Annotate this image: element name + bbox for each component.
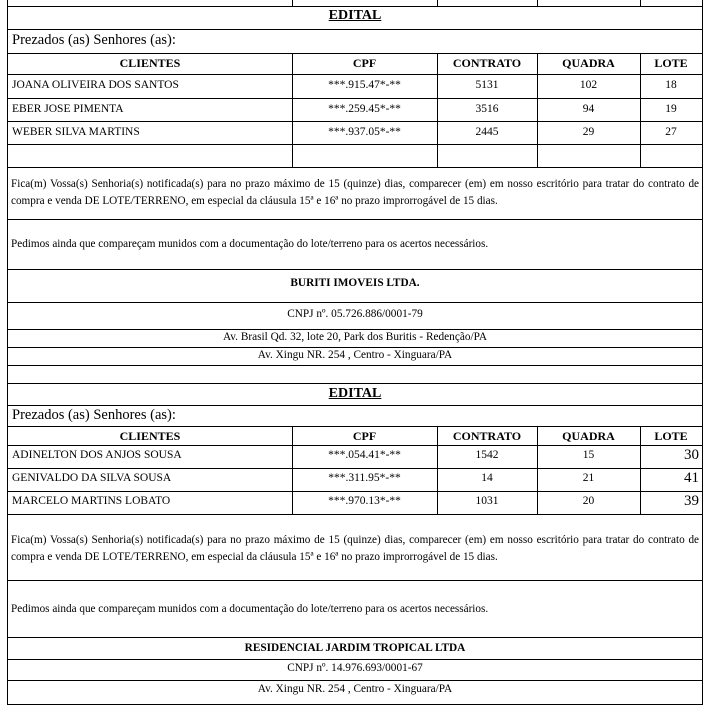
edital-title: EDITAL xyxy=(328,8,382,23)
cell-cpf: ***.259.45*-** xyxy=(328,103,401,115)
cell-cliente: ADINELTON DOS ANJOS SOUSA xyxy=(12,449,182,461)
cell-lote: 27 xyxy=(665,126,677,138)
notice-paragraph: Fica(m) Vossa(s) Senhoria(s) notificada(s) para no prazo máximo de 15 (quinze) dias, comparecer (em) em nosso escritório para tratar do contrato de compra e venda DE LOTE/TERRENO, em especial da cláusula 15ª e 16ª no prazo improrrogável de 15 dias. xyxy=(11,534,699,563)
cell-contrato: 2445 xyxy=(475,126,499,138)
cell-contrato: 5131 xyxy=(475,79,499,91)
col-header-contrato: CONTRATO xyxy=(452,56,522,70)
col-header-cpf: CPF xyxy=(352,429,377,443)
cell-quadra: 15 xyxy=(582,449,595,461)
cell-cpf: ***.915.47*-** xyxy=(328,79,401,91)
col-header-cpf: CPF xyxy=(352,56,377,70)
company-cnpj: CNPJ nº. 14.976.693/0001-67 xyxy=(287,662,423,674)
cell-cliente: JOANA OLIVEIRA DOS SANTOS xyxy=(12,79,179,91)
company-address: Av. Brasil Qd. 32, lote 20, Park dos Buritis - Redenção/PA xyxy=(222,331,488,343)
cell-contrato: 3516 xyxy=(475,103,499,115)
cell-lote: 41 xyxy=(684,470,699,486)
col-header-quadra: QUADRA xyxy=(562,429,615,443)
document-sheet xyxy=(7,0,703,705)
col-header-quadra: QUADRA xyxy=(562,56,615,70)
cell-contrato: 1542 xyxy=(475,449,499,461)
cell-cliente: MARCELO MARTINS LOBATO xyxy=(12,495,171,507)
col-header-contrato: CONTRATO xyxy=(452,429,522,443)
cell-lote: 18 xyxy=(665,79,677,91)
cell-quadra: 20 xyxy=(582,495,595,507)
greeting: Prezados (as) Senhores (as): xyxy=(12,32,176,48)
company-name: RESIDENCIAL JARDIM TROPICAL LTDA xyxy=(244,642,466,654)
cell-cliente: GENIVALDO DA SILVA SOUSA xyxy=(12,472,172,484)
cell-quadra: 94 xyxy=(582,103,595,115)
cell-contrato: 1031 xyxy=(475,495,499,507)
cell-lote: 39 xyxy=(684,493,699,509)
documentation-paragraph: Pedimos ainda que compareçam munidos com a documentação do lote/terreno para os acertos necessários. xyxy=(11,238,489,250)
cell-lote: 30 xyxy=(684,447,699,463)
cell-cliente: WEBER SILVA MARTINS xyxy=(12,126,140,138)
cell-cpf: ***.311.95*-** xyxy=(328,472,401,484)
col-header-clientes: CLIENTES xyxy=(119,429,181,443)
cell-cpf: ***.054.41*-** xyxy=(328,449,401,461)
company-cnpj: CNPJ nº. 05.726.886/0001-79 xyxy=(287,308,423,320)
cell-quadra: 102 xyxy=(579,79,598,91)
cell-quadra: 29 xyxy=(582,126,595,138)
cell-cliente: EBER JOSE PIMENTA xyxy=(12,103,124,115)
col-header-lote: LOTE xyxy=(654,56,688,70)
cell-quadra: 21 xyxy=(582,472,595,484)
edital-title: EDITAL xyxy=(328,386,382,401)
greeting: Prezados (as) Senhores (as): xyxy=(12,407,176,423)
cell-lote: 19 xyxy=(665,103,677,115)
cell-cpf: ***.970.13*-** xyxy=(328,495,401,507)
cell-cpf: ***.937.05*-** xyxy=(328,126,401,138)
company-address: Av. Xingu NR. 254 , Centro - Xinguara/PA xyxy=(257,349,453,361)
company-name: BURITI IMOVEIS LTDA. xyxy=(290,277,420,289)
notice-paragraph: Fica(m) Vossa(s) Senhoria(s) notificada(s) para no prazo máximo de 15 (quinze) dias, comparecer (em) em nosso escritório para tratar do contrato de compra e venda DE LOTE/TERRENO, em especial da cláusula 15ª e 16ª no prazo improrrogável de 15 dias. xyxy=(11,178,699,207)
col-header-lote: LOTE xyxy=(654,429,688,443)
col-header-clientes: CLIENTES xyxy=(119,56,181,70)
cell-contrato: 14 xyxy=(481,472,493,484)
documentation-paragraph: Pedimos ainda que compareçam munidos com a documentação do lote/terreno para os acertos necessários. xyxy=(11,603,489,615)
company-address: Av. Xingu NR. 254 , Centro - Xinguara/PA xyxy=(257,683,453,695)
